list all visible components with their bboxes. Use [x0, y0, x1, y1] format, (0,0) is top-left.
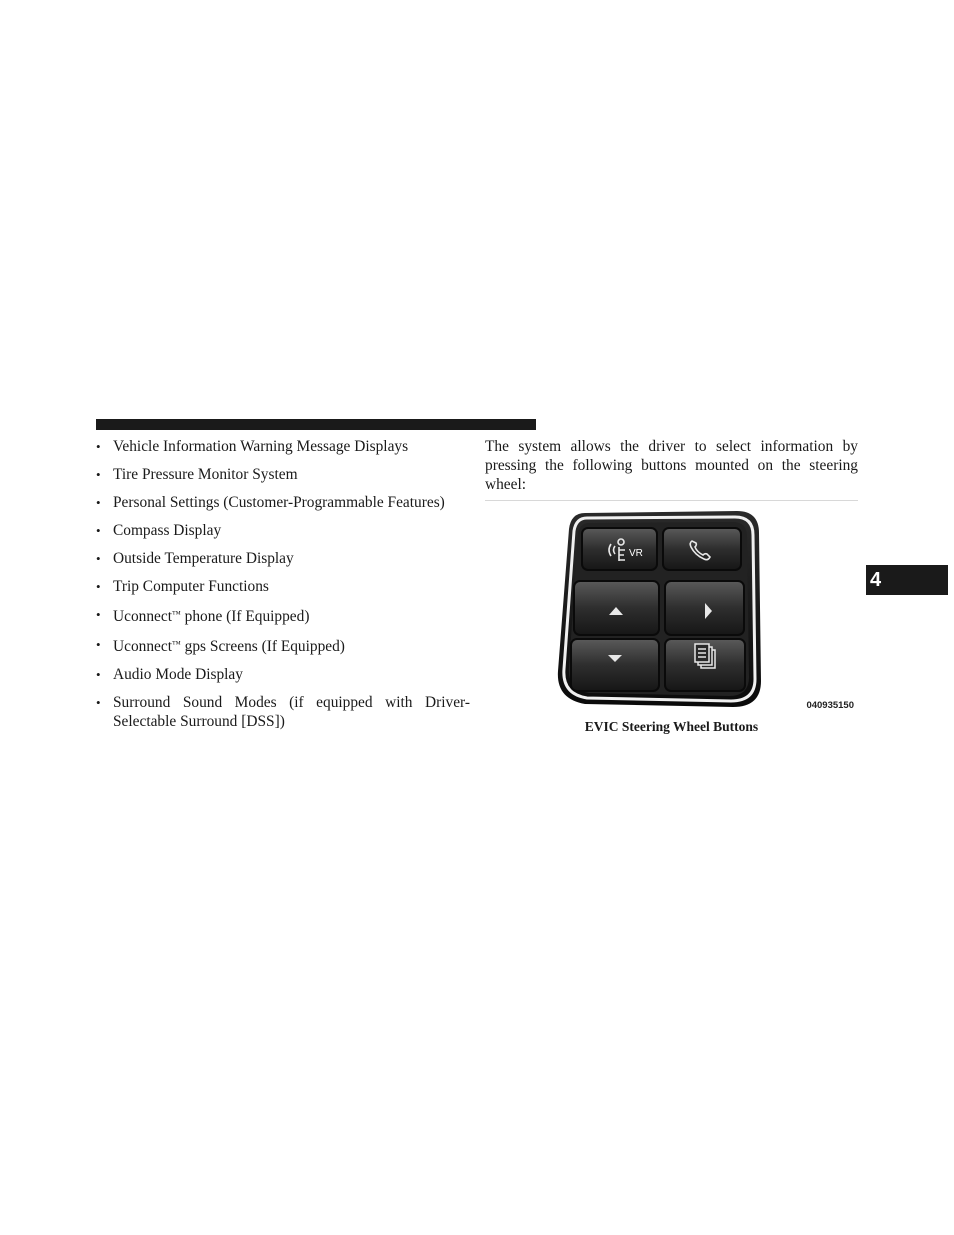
figure-code: 040935150 [806, 700, 854, 711]
right-arrow-button [665, 581, 744, 635]
list-item: • Vehicle Information Warning Message Displays [96, 438, 409, 455]
down-arrow-button [571, 639, 659, 691]
feature-list [96, 437, 470, 740]
menu-icon [695, 644, 715, 668]
chapter-tab: 4 [866, 565, 948, 595]
list-item: • Trip Computer Functions [96, 578, 269, 595]
list-item: • Audio Mode Display [96, 666, 243, 683]
list-item: • Outside Temperature Display [96, 550, 294, 567]
list-item: • Tire Pressure Monitor System [96, 466, 298, 483]
section-rule [96, 419, 536, 430]
evic-buttons-figure [485, 500, 858, 713]
list-item: • Uconnect™ phone (If Equipped) [96, 607, 310, 625]
list-item: • Surround Sound Modes (if equipped with Driver-Selectable Surround [DSS]) [96, 694, 470, 730]
list-item: • Compass Display [96, 522, 222, 539]
vr-button-label: VR [629, 548, 643, 559]
list-item: • Personal Settings (Customer-Programmable Features) [96, 494, 445, 511]
steering-button-panel-illustration [485, 501, 858, 713]
intro-paragraph: The system allows the driver to select information by pressing the following buttons mounted on the steering wheel: [485, 438, 858, 493]
list-item: • Uconnect™ gps Screens (If Equipped) [96, 637, 345, 655]
phone-button [663, 528, 741, 570]
figure-caption: EVIC Steering Wheel Buttons [584, 719, 759, 734]
